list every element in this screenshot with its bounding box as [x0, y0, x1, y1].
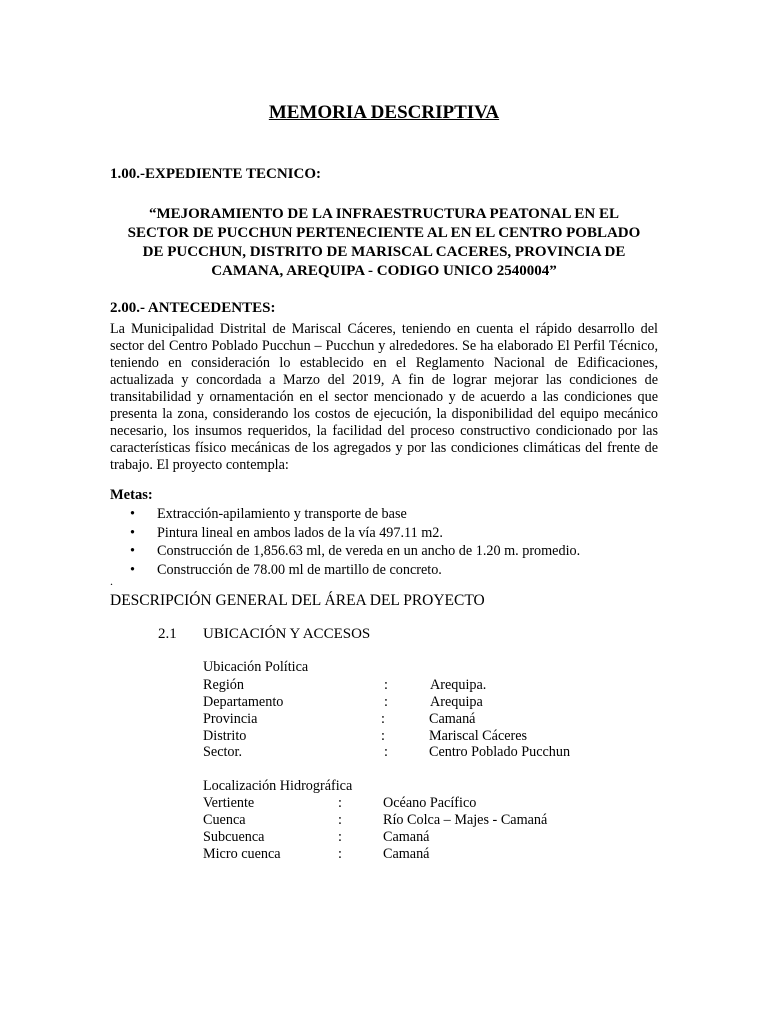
list-item-text: Construcción de 78.00 ml de martillo de concreto.	[157, 561, 442, 578]
list-item	[110, 524, 580, 543]
row-separator: :	[384, 694, 388, 710]
project-title-line: “MEJORAMIENTO DE LA INFRAESTRUCTURA PEATONAL EN EL	[148, 206, 620, 222]
bullet-icon: •	[130, 561, 135, 578]
row-label: Departamento	[203, 694, 284, 710]
descripcion-heading: DESCRIPCIÓN GENERAL DEL ÁREA DEL PROYECTO	[110, 592, 485, 609]
row-separator: :	[338, 829, 342, 845]
subsection-number: 2.1	[158, 626, 177, 642]
row-value: Camaná	[383, 846, 430, 862]
row-separator: :	[338, 812, 342, 828]
row-separator: :	[338, 846, 342, 862]
list-item-text: Extracción-apilamiento y transporte de base	[157, 506, 407, 522]
list-item	[110, 561, 580, 580]
ubicacion-politica-heading: Ubicación Política	[203, 659, 309, 675]
list-item	[110, 505, 580, 524]
row-separator: :	[381, 711, 385, 727]
row-value: Arequipa	[430, 694, 483, 710]
row-separator: :	[384, 744, 388, 760]
row-separator: :	[338, 795, 342, 811]
bullet-icon: •	[130, 543, 135, 559]
metas-heading: Metas:	[110, 487, 153, 503]
list-item-text: Pintura lineal en ambos lados de la vía 497.11 m2.	[157, 524, 443, 541]
row-separator: :	[384, 677, 388, 693]
list-item-text: Construcción de 1,856.63 ml, de vereda en un ancho de 1.20 m. promedio.	[157, 543, 581, 559]
row-label: Micro cuenca	[203, 846, 281, 862]
row-value: Mariscal Cáceres	[429, 728, 528, 744]
bullet-icon: •	[130, 524, 135, 541]
row-separator: :	[381, 728, 385, 744]
stray-dot: .	[110, 574, 113, 588]
row-label: Distrito	[203, 728, 247, 744]
row-label: Provincia	[203, 711, 258, 727]
project-title-line: DE PUCCHUN, DISTRITO DE MARISCAL CACERES, PROVINCIA DE	[142, 244, 626, 260]
project-title-line: CAMANA, AREQUIPA - CODIGO UNICO 2540004”	[211, 263, 557, 279]
list-item	[110, 542, 580, 561]
row-label: Subcuenca	[203, 829, 265, 845]
row-value: Camaná	[429, 711, 476, 727]
metas-list	[110, 505, 580, 579]
row-label: Sector.	[203, 744, 243, 760]
section-heading-antecedentes: 2.00.- ANTECEDENTES:	[110, 300, 276, 316]
row-value: Arequipa.	[430, 677, 487, 693]
row-value: Centro Poblado Pucchun	[429, 744, 571, 760]
row-label: Cuenca	[203, 812, 246, 828]
row-label: Vertiente	[203, 795, 255, 811]
section-heading-expediente: 1.00.-EXPEDIENTE TECNICO:	[110, 166, 322, 182]
antecedentes-paragraph: La Municipalidad Distrital de Mariscal Cáceres, teniendo en cuenta el rápido desarrollo del sector del Centro Poblado Pucchun – Pucchun y alrededores. Se ha elaborado El Perfil Técnico, teniendo en consideración lo establecido en el Reglamento Nacional de Edificaciones, actualizada y concordada a Marzo del 2019, A fin de lograr mejorar las condiciones de transitabilidad y ornamentación en el sector mencionado y de acuerdo a las condiciones que presenta la zona, considerando los costos de ejecución, la disponibilidad del equipo mecánico necesario, los insumos requeridos, la facilidad del proceso constructivo condicionado por las características físico mecánicas de los agregados y por las condiciones climáticas del frente de trabajo. El proyecto contempla:	[110, 321, 658, 473]
subsection-title: UBICACIÓN Y ACCESOS	[203, 626, 371, 642]
bullet-icon: •	[130, 506, 135, 522]
row-value: Río Colca – Majes - Camaná	[383, 812, 548, 828]
project-title-line: SECTOR DE PUCCHUN PERTENECIENTE AL EN EL CENTRO POBLADO	[127, 225, 641, 241]
row-label: Región	[203, 677, 244, 693]
localizacion-hidrografica-heading: Localización Hidrográfica	[203, 778, 353, 794]
project-title	[110, 205, 658, 281]
row-value: Océano Pacífico	[383, 795, 477, 811]
document-title: MEMORIA DESCRIPTIVA	[268, 102, 500, 123]
row-value: Camaná	[383, 829, 430, 845]
